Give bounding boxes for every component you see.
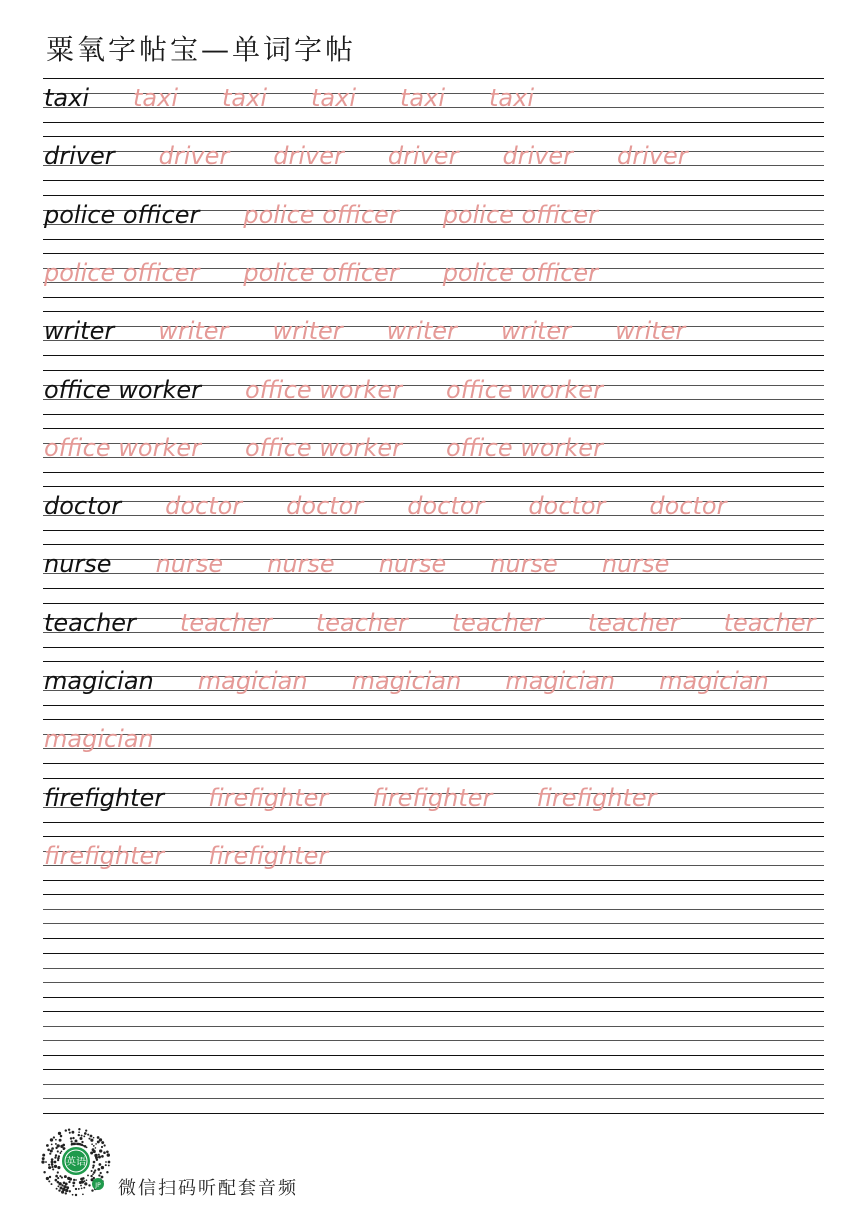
trace-word: driver bbox=[273, 142, 344, 171]
trace-word: driver bbox=[617, 142, 688, 171]
guide-line bbox=[43, 428, 824, 429]
guide-line bbox=[43, 1098, 824, 1099]
trace-word: office worker bbox=[244, 375, 402, 404]
guide-line bbox=[43, 588, 824, 589]
guide-line bbox=[43, 297, 824, 298]
guide-line bbox=[43, 1113, 824, 1114]
trace-word: driver bbox=[387, 142, 459, 171]
trace-word: taxi bbox=[222, 84, 267, 112]
trace-word: police officer bbox=[442, 200, 599, 229]
trace-word: driver bbox=[502, 142, 574, 171]
guide-line bbox=[43, 894, 824, 895]
trace-word: nurse bbox=[601, 550, 670, 579]
model-word: magician bbox=[44, 667, 154, 695]
trace-word: magician bbox=[351, 667, 462, 695]
guide-line bbox=[43, 632, 824, 633]
guide-line bbox=[43, 311, 824, 312]
guide-line bbox=[43, 748, 824, 749]
model-word: firefighter bbox=[44, 783, 165, 812]
guide-line bbox=[43, 1069, 824, 1070]
trace-word: nurse bbox=[490, 550, 558, 579]
guide-line bbox=[43, 997, 824, 998]
trace-word: writer bbox=[500, 317, 572, 346]
trace-word: teacher bbox=[451, 608, 544, 637]
trace-word: taxi bbox=[489, 84, 534, 112]
guide-line bbox=[43, 370, 824, 371]
guide-line bbox=[43, 195, 824, 196]
trace-word: police officer bbox=[243, 200, 399, 229]
model-word: taxi bbox=[44, 84, 89, 112]
model-word: driver bbox=[44, 142, 115, 171]
trace-word: firefighter bbox=[372, 783, 493, 812]
guide-line bbox=[43, 763, 824, 764]
trace-word: office worker bbox=[445, 433, 603, 462]
trace-word: teacher bbox=[179, 608, 272, 637]
guide-line bbox=[43, 923, 824, 924]
trace-word: taxi bbox=[311, 84, 356, 112]
trace-word: nurse bbox=[155, 550, 224, 579]
guide-line bbox=[43, 486, 824, 487]
qr-sub-label: JP bbox=[95, 1182, 101, 1189]
trace-word: teacher bbox=[315, 608, 408, 637]
qr-code-icon[interactable] bbox=[41, 1127, 111, 1197]
trace-word: magician bbox=[197, 667, 308, 695]
guide-line bbox=[43, 836, 824, 837]
trace-word: taxi bbox=[400, 84, 445, 112]
trace-word: nurse bbox=[378, 550, 447, 579]
qr-badge-label: 英语 bbox=[66, 1157, 86, 1168]
trace-word: office worker bbox=[445, 375, 603, 404]
model-word: police officer bbox=[44, 200, 200, 229]
trace-word: teacher bbox=[587, 608, 680, 637]
trace-word: doctor bbox=[528, 492, 606, 521]
trace-word: taxi bbox=[133, 84, 178, 112]
guide-line bbox=[43, 1011, 824, 1012]
trace-word: doctor bbox=[165, 492, 243, 521]
guide-line bbox=[43, 122, 824, 123]
page-title: 粟氧字帖宝—单词字帖 bbox=[46, 33, 357, 66]
trace-word: office worker bbox=[244, 433, 402, 462]
guide-line bbox=[43, 1026, 824, 1027]
guide-line bbox=[43, 355, 824, 356]
guide-line bbox=[43, 180, 824, 181]
guide-line bbox=[43, 647, 824, 648]
trace-word: firefighter bbox=[44, 841, 165, 870]
trace-word: teacher bbox=[723, 608, 816, 637]
trace-word: doctor bbox=[407, 492, 485, 521]
trace-word: magician bbox=[505, 667, 616, 695]
trace-word: office worker bbox=[44, 433, 201, 462]
trace-word: writer bbox=[158, 317, 229, 346]
guide-line bbox=[43, 472, 824, 473]
guide-line bbox=[43, 719, 824, 720]
trace-word: magician bbox=[44, 725, 154, 754]
guide-line bbox=[43, 982, 824, 983]
guide-line bbox=[43, 544, 824, 545]
guide-line bbox=[43, 661, 824, 662]
trace-word: firefighter bbox=[536, 783, 657, 812]
trace-word: doctor bbox=[649, 492, 727, 521]
model-word: nurse bbox=[44, 550, 112, 579]
guide-line bbox=[43, 603, 824, 604]
guide-line bbox=[43, 253, 824, 254]
guide-line bbox=[43, 530, 824, 531]
guide-line bbox=[43, 136, 824, 137]
guide-line bbox=[43, 938, 824, 939]
guide-line bbox=[43, 705, 824, 706]
footer-caption: 微信扫码听配套音频 bbox=[118, 1178, 298, 1199]
guide-line bbox=[43, 78, 824, 79]
guide-line bbox=[43, 822, 824, 823]
trace-word: doctor bbox=[286, 492, 364, 521]
model-word: teacher bbox=[44, 608, 136, 637]
trace-word: police officer bbox=[243, 258, 399, 287]
trace-word: police officer bbox=[44, 258, 200, 287]
trace-word: writer bbox=[272, 317, 343, 346]
guide-line bbox=[43, 239, 824, 240]
trace-word: firefighter bbox=[208, 783, 329, 812]
guide-line bbox=[43, 909, 824, 910]
guide-line bbox=[43, 1040, 824, 1041]
trace-word: nurse bbox=[267, 550, 335, 579]
guide-line bbox=[43, 968, 824, 969]
trace-word: driver bbox=[158, 142, 230, 171]
trace-word: writer bbox=[386, 317, 457, 346]
guide-line bbox=[43, 880, 824, 881]
guide-line bbox=[43, 1084, 824, 1085]
trace-word: writer bbox=[615, 317, 686, 346]
trace-word: police officer bbox=[442, 258, 599, 287]
guide-line bbox=[43, 734, 824, 735]
guide-line bbox=[43, 778, 824, 779]
guide-line bbox=[43, 1055, 824, 1056]
model-word: doctor bbox=[44, 492, 122, 521]
guide-line bbox=[43, 618, 824, 619]
guide-line bbox=[43, 414, 824, 415]
trace-word: magician bbox=[659, 667, 769, 695]
model-word: office worker bbox=[44, 375, 201, 404]
guide-line bbox=[43, 953, 824, 954]
trace-word: firefighter bbox=[208, 841, 329, 870]
model-word: writer bbox=[44, 317, 115, 346]
